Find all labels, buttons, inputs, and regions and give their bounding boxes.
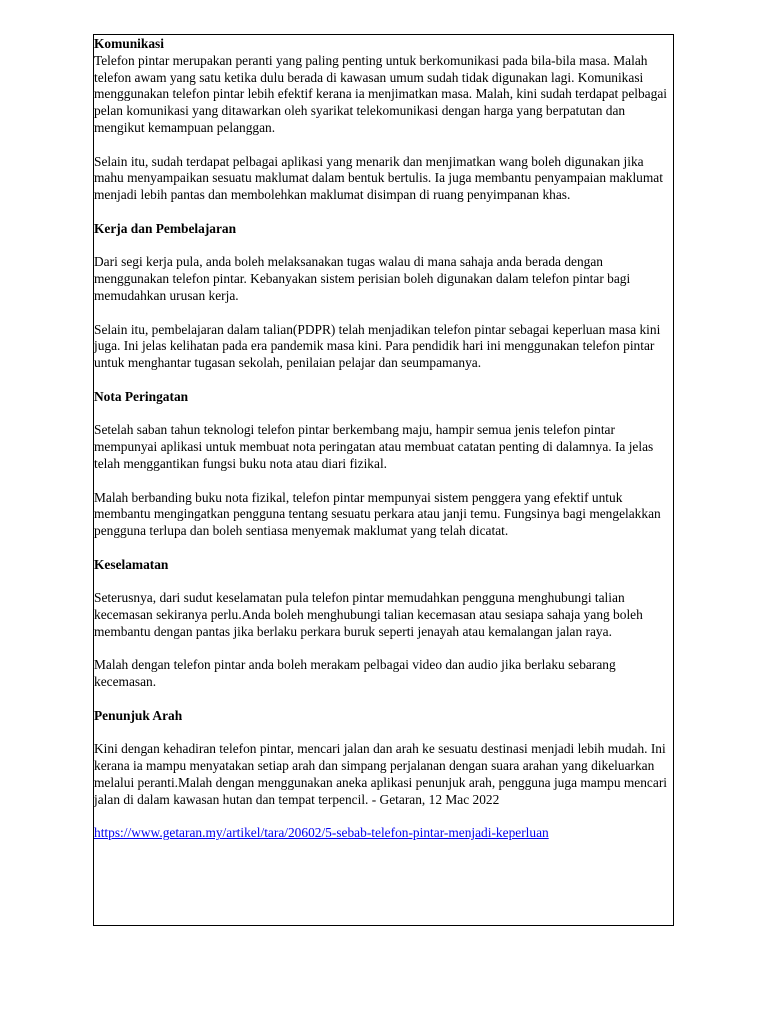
paragraph-spacer — [94, 372, 671, 389]
paragraph-keselamatan-1: Seterusnya, dari sudut keselamatan pula telefon pintar memudahkan pengguna menghubungi talian kecemasan sekiranya perlu.Anda boleh menghubungi talian kecemasan atau sesiapa sahaja yang boleh membantu dengan pantas jika berlaku perkara buruk seperti jenayah atau kemalangan jalan raya. — [94, 590, 643, 639]
paragraph-spacer — [94, 238, 671, 255]
paragraph-arah-1: Kini dengan kehadiran telefon pintar, mencari jalan dan arah ke sesuatu destinasi menjadi lebih mudah. Ini kerana ia mampu menyatakan setiap arah dan simpang perjalanan dengan suara arahan yang dikeluarkan melalui peranti.Malah dengan menggunakan aneka aplikasi penunjuk arah, pengguna juga mampu mencari jalan di dalam kawasan hutan dan tempat terpencil. - Getaran, 12 Mac 2022 — [94, 741, 667, 807]
paragraph-komunikasi-1: Telefon pintar merupakan peranti yang paling penting untuk berkomunikasi pada bila-bila masa. Malah telefon awam yang satu ketika dulu berada di kawasan umum sudah tidak digunakan lagi. Komunikasi menggunakan telefon pintar lebih efektif kerana ia menjimatkan masa. Malah, kini sudah terdapat pelbagai pelan komunikasi yang ditawarkan oleh syarikat telekomunikasi dengan harga yang berpatutan dan mengikut kemampuan pelanggan. — [94, 52, 667, 135]
paragraph-keselamatan-2: Malah dengan telefon pintar anda boleh merakam pelbagai video dan audio jika berlaku sebarang kecemasan. — [94, 657, 616, 690]
paragraph-kerja-1: Dari segi kerja pula, anda boleh melaksanakan tugas walau di mana sahaja anda berada dengan menggunakan telefon pintar. Kebanyakan sistem perisian boleh digunakan dalam telefon pintar bagi memudahkan urusan kerja. — [94, 254, 631, 303]
source-link[interactable]: https://www.getaran.my/artikel/tara/20602/5-sebab-telefon-pintar-menjadi-keperluan — [94, 825, 549, 841]
paragraph-spacer — [94, 540, 671, 557]
paragraph-spacer — [94, 691, 671, 708]
paragraph-nota-1: Setelah saban tahun teknologi telefon pintar berkembang maju, hampir semua jenis telefon pintar mempunyai aplikasi untuk membuat nota peringatan atau membuat catatan penting di dalamnya. Ia jelas telah menggantikan fungsi buku nota atau diari fizikal. — [94, 422, 654, 471]
paragraph-spacer — [94, 574, 671, 591]
section-heading-kerja: Kerja dan Pembelajaran — [94, 220, 237, 236]
paragraph-kerja-2: Selain itu, pembelajaran dalam talian(PDPR) telah menjadikan telefon pintar sebagai keperluan masa kini juga. Ini jelas kelihatan pada era pandemik masa kini. Para pendidik hari ini menggunakan telefon pintar untuk menghantar tugasan sekolah, penilaian pelajar dan seumpamanya. — [94, 321, 661, 371]
paragraph-spacer — [94, 473, 671, 490]
paragraph-spacer — [94, 137, 671, 154]
section-heading-arah: Penunjuk Arah — [94, 707, 183, 723]
article-box — [93, 34, 674, 926]
source-link-line — [94, 825, 671, 842]
section-heading-nota: Nota Peringatan — [94, 388, 189, 404]
paragraph-spacer — [94, 641, 671, 658]
paragraph-komunikasi-2: Selain itu, sudah terdapat pelbagai aplikasi yang menarik dan menjimatkan wang boleh digunakan jika mahu menyampaikan sesuatu maklumat dalam bentuk bertulis. Ia juga membantu penyampaian maklumat menjadi lebih pantas dan membolehkan maklumat disimpan di ruang penyimpanan khas. — [94, 153, 663, 203]
paragraph-spacer — [94, 406, 671, 423]
section-heading-keselamatan: Keselamatan — [94, 556, 169, 572]
paragraph-spacer — [94, 305, 671, 322]
paragraph-spacer — [94, 809, 671, 826]
paragraph-spacer — [94, 204, 671, 221]
paragraph-spacer — [94, 725, 671, 742]
section-heading-komunikasi: Komunikasi — [94, 36, 164, 51]
paragraph-nota-2: Malah berbanding buku nota fizikal, telefon pintar mempunyai sistem penggera yang efektif untuk membantu mengingatkan pengguna tentang sesuatu perkara atau janji temu. Fungsinya bagi mengelakkan pengguna terlupa dan boleh sentiasa menyemak maklumat yang telah dicatat. — [94, 489, 661, 539]
